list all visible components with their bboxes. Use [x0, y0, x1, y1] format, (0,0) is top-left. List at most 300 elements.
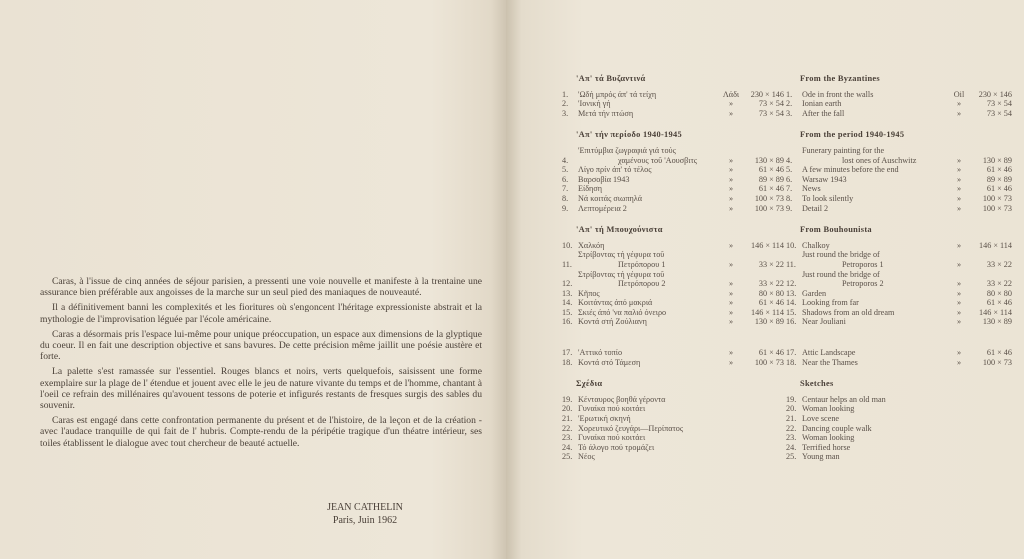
item-number: 5. [786, 165, 793, 175]
catalogue-row [786, 184, 1012, 194]
item-medium: » [956, 184, 962, 194]
item-title [578, 99, 718, 109]
catalogue-row [562, 90, 784, 100]
item-number: 16. [562, 317, 573, 327]
item-medium: » [728, 240, 734, 250]
item-dimensions: 61 × 46 [986, 298, 1012, 308]
item-dimensions: 61 × 46 [986, 348, 1012, 358]
item-number: 17. [786, 348, 797, 358]
item-number: 6. [786, 174, 793, 184]
item-number: 22. [562, 423, 573, 433]
section-heading: 'Απ' τήν περίοδο 1940-1945 [576, 130, 682, 140]
item-dimensions: 61 × 46 [986, 165, 1012, 175]
item-title [578, 358, 718, 368]
item-medium: » [728, 203, 734, 213]
item-dimensions: 61 × 46 [986, 184, 1012, 194]
item-dimensions: 100 × 73 [982, 357, 1012, 367]
item-medium: » [956, 357, 962, 367]
catalogue-section [786, 379, 1012, 462]
item-medium: » [728, 307, 734, 317]
item-title [578, 317, 718, 327]
item-medium: » [728, 193, 734, 203]
catalogue-section [562, 130, 784, 213]
item-dimensions: 33 × 22 [986, 259, 1012, 269]
title-line: Γυναίκα πού κοιτάει [578, 433, 646, 443]
item-number: 25. [786, 452, 797, 462]
section-heading: 'Απ' τά Βυζαντινά [576, 74, 646, 83]
title-line: Μετά τήν πτώση [578, 108, 634, 118]
catalogue-row [562, 175, 784, 185]
catalogue-row [562, 270, 784, 289]
item-number: 15. [786, 307, 797, 317]
title-line: Shadows from an old dream [802, 307, 895, 317]
title-line: Centaur helps an old man [802, 394, 886, 404]
item-title [802, 414, 946, 424]
catalogue-row [562, 424, 784, 434]
title-line: Terrified horse [802, 442, 851, 452]
item-number: 6. [562, 174, 569, 184]
item-number: 8. [786, 193, 793, 203]
catalogue-row [786, 404, 1012, 414]
item-title [578, 146, 718, 165]
item-dimensions: 100 × 73 [754, 193, 784, 203]
item-medium: » [728, 288, 734, 298]
title-line-2: Πετρόπορου 2 [618, 279, 666, 289]
item-title [802, 109, 946, 119]
item-dimensions: 130 × 89 [754, 317, 784, 327]
item-title [578, 452, 718, 462]
item-dimensions: 89 × 89 [758, 174, 784, 184]
catalogue-row [562, 204, 784, 214]
catalogue-row [786, 424, 1012, 434]
catalogue-row [786, 433, 1012, 443]
catalogue-row [786, 452, 1012, 462]
item-medium: » [956, 288, 962, 298]
catalogue-row [786, 241, 1012, 251]
item-number: 11. [786, 259, 796, 269]
catalogue-row [786, 175, 1012, 185]
catalogue-row [786, 348, 1012, 358]
item-dimensions: 73 × 54 [986, 99, 1012, 109]
catalogue-row [562, 99, 784, 109]
catalogue-row [786, 317, 1012, 327]
item-dimensions: 100 × 73 [982, 193, 1012, 203]
item-title [802, 204, 946, 214]
title-line: Κῆπος [578, 288, 600, 298]
item-title [802, 317, 946, 327]
item-title [802, 250, 946, 269]
catalogue-row [562, 165, 784, 175]
title-line: Κοντά στό Τάμεση [578, 357, 641, 367]
item-dimensions: 33 × 22 [758, 279, 784, 289]
title-line: 'Αττικό τοπίο [578, 348, 623, 358]
item-number: 14. [786, 298, 797, 308]
item-dimensions: 146 × 114 [751, 307, 784, 317]
item-number: 17. [562, 348, 573, 358]
item-title [802, 433, 946, 443]
catalogue-row [562, 358, 784, 368]
title-line: Near the Thames [802, 357, 858, 367]
item-title [578, 404, 718, 414]
item-title [578, 433, 718, 443]
title-line: Βαρσοβία 1943 [578, 174, 630, 184]
title-line: Garden [802, 288, 827, 298]
item-number: 14. [562, 298, 573, 308]
item-title [802, 298, 946, 308]
item-number: 7. [786, 184, 793, 194]
item-title [578, 348, 718, 358]
item-title [578, 204, 718, 214]
item-number: 9. [786, 203, 793, 213]
item-medium: Λάδι [722, 89, 740, 99]
item-number: 1. [786, 89, 793, 99]
catalogue-row [786, 308, 1012, 318]
catalogue-section [562, 225, 784, 327]
item-title [802, 146, 946, 165]
catalogue-row [786, 358, 1012, 368]
item-dimensions: 230 × 146 [750, 89, 784, 99]
item-medium: » [728, 259, 734, 269]
catalogue-row [562, 404, 784, 414]
item-title [802, 358, 946, 368]
item-title [578, 250, 718, 269]
catalogue-row [562, 317, 784, 327]
item-number: 8. [562, 193, 569, 203]
item-medium: » [956, 155, 962, 165]
catalogue-section [562, 74, 784, 118]
catalogue-row [562, 414, 784, 424]
catalogue-section [786, 130, 1012, 213]
title-line: 'Ερωτική σκηνή [578, 414, 631, 424]
title-line-2: Petroporos 1 [842, 259, 884, 269]
title-line: Νά κοιτάς σιωπηλά [578, 193, 643, 203]
item-number: 10. [786, 240, 797, 250]
catalogue-row [562, 452, 784, 462]
item-number: 15. [562, 307, 573, 317]
item-title [802, 452, 946, 462]
item-number: 7. [562, 184, 569, 194]
title-line: Κοιτάντας άπό μακριά [578, 298, 653, 308]
item-number: 18. [562, 357, 573, 367]
catalogue-row [786, 146, 1012, 165]
title-line-2: Πετρόπορου 1 [618, 259, 666, 269]
title-line: 'Ωδή μπρός άπ' τά τείχη [578, 89, 657, 99]
title-line: To look silently [802, 193, 854, 203]
item-dimensions: 230 × 146 [978, 89, 1012, 99]
title-line: A few minutes before the end [802, 165, 899, 175]
catalogue-row [562, 348, 784, 358]
item-number: 12. [562, 279, 573, 289]
item-medium: » [956, 259, 962, 269]
item-number: 4. [786, 155, 793, 165]
item-medium: » [728, 298, 734, 308]
item-title [802, 404, 946, 414]
item-title [578, 270, 718, 289]
item-title [802, 308, 946, 318]
item-title [802, 175, 946, 185]
item-dimensions: 89 × 89 [986, 174, 1012, 184]
item-dimensions: 73 × 54 [758, 108, 784, 118]
item-dimensions: 130 × 89 [982, 317, 1012, 327]
title-line: News [802, 184, 821, 194]
catalogue-row [786, 90, 1012, 100]
item-title [802, 99, 946, 109]
item-medium: » [956, 317, 962, 327]
catalogue-row [786, 165, 1012, 175]
item-title [578, 443, 718, 453]
catalogue-row [786, 204, 1012, 214]
item-number: 18. [786, 357, 797, 367]
catalogue-row [562, 308, 784, 318]
item-title [802, 443, 946, 453]
item-medium: » [728, 99, 734, 109]
item-title [802, 395, 946, 405]
item-title [578, 175, 718, 185]
item-medium: » [956, 99, 962, 109]
item-number: 23. [786, 433, 797, 443]
item-medium: » [956, 108, 962, 118]
title-line: Νέος [578, 452, 595, 462]
item-number: 9. [562, 203, 569, 213]
paragraph: La palette s'est ramassée sur l'essentiel. Rouges blancs et noirs, verts quelquefois, saisissent une forme exemplaire sur la plage de l' étendue et jouent avec elle le jeu de nature vivante du temps et de l'homme, chantant à l'oeil ce refrain des millénaires qu'avouent tessons de poterie et infigurés restants de fresques surgis des sables du souvenir. [40, 366, 482, 412]
item-title [802, 348, 946, 358]
title-line: Ionian earth [802, 99, 842, 109]
item-title [802, 184, 946, 194]
item-title [802, 90, 946, 100]
paragraph: Caras est engagé dans cette confrontation permanente du présent et de l'histoire, de la leçon et de la création - avec l'audace tranquille de qui fait de l' hubris. Compte-rendu de la péripétie tragique d'un théatre intérieur, ses toiles établissent le dialogue avec tout chercheur de beauté actuelle. [40, 415, 482, 449]
item-dimensions: 61 × 46 [758, 348, 784, 358]
catalogue-section [562, 379, 784, 462]
title-line: Just round the bridge of [802, 250, 880, 260]
item-title [802, 165, 946, 175]
item-dimensions: 73 × 54 [986, 108, 1012, 118]
item-title [802, 241, 946, 251]
item-number: 2. [562, 99, 569, 109]
item-number: 22. [786, 423, 797, 433]
title-line: Γυναίκα πού κοιτάει [578, 404, 646, 414]
catalogue-row [562, 184, 784, 194]
catalogue-row [562, 241, 784, 251]
item-title [578, 289, 718, 299]
item-dimensions: 33 × 22 [986, 279, 1012, 289]
title-line: Near Jouliani [802, 317, 846, 327]
item-number: 13. [562, 288, 573, 298]
title-line: Dancing couple walk [802, 423, 872, 433]
item-title [578, 194, 718, 204]
item-dimensions: 100 × 73 [754, 203, 784, 213]
item-medium: » [728, 165, 734, 175]
item-dimensions: 146 × 114 [979, 307, 1012, 317]
title-line: Λεπτομέρεια 2 [578, 203, 627, 213]
item-medium: » [728, 108, 734, 118]
title-line: Funerary painting for the [802, 145, 885, 155]
item-number: 20. [786, 404, 797, 414]
english-catalogue [786, 74, 1012, 474]
item-number: 25. [562, 452, 573, 462]
signature-block [300, 501, 430, 527]
item-title [578, 414, 718, 424]
catalogue-row [562, 298, 784, 308]
title-line: Attic Landscape [802, 348, 856, 358]
item-number: 19. [786, 394, 797, 404]
item-title [802, 270, 946, 289]
item-medium: » [956, 165, 962, 175]
item-medium: » [728, 357, 734, 367]
paragraph: Caras a désormais pris l'espace lui-même pour unique préoccupation, un espace aux dimensions de la glyptique du coeur. Il en fait une description objective et sans bavures. De cette précision même jaillit une poésie austère et forte. [40, 328, 482, 363]
title-line: Warsaw 1943 [802, 174, 847, 184]
item-number: 23. [562, 433, 573, 443]
item-medium: » [728, 317, 734, 327]
item-dimensions: 100 × 73 [754, 357, 784, 367]
catalogue-row [786, 99, 1012, 109]
title-line: Χορευτικό ζευγάρι—Περίπατος [578, 423, 684, 433]
item-number: 2. [786, 99, 793, 109]
title-line: Detail 2 [802, 203, 829, 213]
item-medium: » [956, 298, 962, 308]
catalogue-row [562, 109, 784, 119]
catalogue-row [562, 443, 784, 453]
catalogue-row [786, 289, 1012, 299]
item-medium: Oil [953, 89, 965, 99]
greek-catalogue [562, 74, 784, 474]
author-name: JEAN CATHELIN [327, 502, 403, 513]
section-heading: Σχέδια [576, 379, 603, 389]
item-number: 1. [562, 89, 569, 99]
title-line: Just round the bridge of [802, 269, 880, 279]
catalogue-section [786, 74, 1012, 118]
item-number: 20. [562, 404, 573, 414]
item-title [802, 424, 946, 434]
essay-text [40, 276, 482, 453]
section-heading: From Bouhounista [800, 225, 872, 235]
title-line-2: χαμένους τοῦ 'Αουσβιτς [618, 155, 698, 165]
item-dimensions: 33 × 22 [758, 259, 784, 269]
title-line: Τό άλογο πού τρομάζει [578, 442, 655, 452]
catalogue-row [786, 270, 1012, 289]
item-medium: » [956, 348, 962, 358]
item-number: 3. [562, 108, 569, 118]
title-line: Κένταυρος βοηθά γέροντα [578, 394, 666, 404]
item-title [578, 109, 718, 119]
catalogue-row [786, 395, 1012, 405]
item-medium: » [956, 203, 962, 213]
item-dimensions: 61 × 46 [758, 184, 784, 194]
item-dimensions: 146 × 114 [751, 240, 784, 250]
catalogue-row [786, 250, 1012, 269]
title-line: Είδηση [578, 184, 603, 194]
item-medium: » [728, 279, 734, 289]
item-dimensions: 80 × 80 [986, 288, 1012, 298]
item-dimensions: 130 × 89 [982, 155, 1012, 165]
title-line: Λίγο πρίν άπ' τό τέλος [578, 165, 652, 175]
title-line: Κοντά στή Ζούλιανη [578, 317, 647, 327]
item-title [578, 308, 718, 318]
title-line: Chalkoy [802, 240, 830, 250]
title-line: Σκιές άπό 'να παλιό όνειρο [578, 307, 667, 317]
catalogue-row [786, 194, 1012, 204]
item-dimensions: 61 × 46 [758, 165, 784, 175]
item-number: 10. [562, 240, 573, 250]
item-medium: » [728, 184, 734, 194]
item-number: 12. [786, 279, 797, 289]
item-title [578, 298, 718, 308]
item-number: 3. [786, 108, 793, 118]
title-line-2: lost ones of Auschwitz [842, 155, 917, 165]
catalogue-section [562, 339, 784, 367]
title-line: After the fall [802, 108, 845, 118]
item-number: 21. [562, 414, 573, 424]
item-number: 24. [786, 442, 797, 452]
place-date: Paris, Juin 1962 [332, 515, 398, 526]
paragraph: Caras, à l'issue de cinq années de séjour parisien, a pressenti une voie nouvelle et manifeste à la trentaine une assurance bien préférable aux angoisses de la marche sur un seul pied des maniaques de nouveauté. [40, 276, 482, 299]
title-line: Woman looking [802, 433, 855, 443]
catalogue-row [786, 414, 1012, 424]
item-dimensions: 80 × 80 [758, 288, 784, 298]
item-medium: » [728, 348, 734, 358]
title-line: Young man [802, 452, 840, 462]
item-number: 19. [562, 394, 573, 404]
title-line: Χαλκόη [578, 240, 605, 250]
item-number: 5. [562, 165, 569, 175]
catalogue-section [786, 225, 1012, 327]
item-dimensions: 61 × 46 [758, 298, 784, 308]
catalogue-row [562, 395, 784, 405]
item-dimensions: 100 × 73 [982, 203, 1012, 213]
section-heading: From the period 1940-1945 [800, 130, 905, 140]
item-medium: » [956, 193, 962, 203]
catalogue-row [786, 109, 1012, 119]
section-heading: 'Απ' τή Μπουχούνιστα [576, 225, 663, 235]
paragraph: Il a définitivement banni les complexités et les fioritures où s'engoncent l'héritage expressioniste abstrait et la mythologie de l'improvisation léguée par l'école américaine. [40, 302, 482, 325]
item-number: 11. [562, 259, 572, 269]
item-number: 21. [786, 414, 797, 424]
item-title [578, 424, 718, 434]
title-line: Woman looking [802, 404, 855, 414]
catalogue-row [562, 146, 784, 165]
item-title [578, 90, 718, 100]
title-line: Ode in front the walls [802, 89, 874, 99]
title-line: 'Επιτύμβια ζωγραφιά γιά τούς [578, 145, 676, 155]
title-line: Looking from far [802, 298, 859, 308]
catalogue-section [786, 339, 1012, 367]
title-line-2: Petroporos 2 [842, 279, 884, 289]
title-line: Στρίβοντας τή γέφυρα τοῦ [578, 250, 665, 260]
title-line: Love scene [802, 414, 840, 424]
catalogue-row [562, 194, 784, 204]
item-medium: » [956, 174, 962, 184]
item-title [802, 194, 946, 204]
item-title [802, 289, 946, 299]
catalogue-row [786, 443, 1012, 453]
item-title [578, 184, 718, 194]
item-dimensions: 73 × 54 [758, 99, 784, 109]
item-medium: » [728, 155, 734, 165]
item-title [578, 395, 718, 405]
catalogue-row [786, 298, 1012, 308]
item-number: 13. [786, 288, 797, 298]
catalogue-row [562, 433, 784, 443]
item-medium: » [956, 307, 962, 317]
item-number: 24. [562, 442, 573, 452]
catalogue-row [562, 289, 784, 299]
item-title [578, 241, 718, 251]
title-line: 'Ιονική γή [578, 99, 611, 109]
catalogue-row [562, 250, 784, 269]
section-heading: Sketches [800, 379, 834, 389]
item-dimensions: 130 × 89 [754, 155, 784, 165]
left-page [0, 0, 506, 559]
section-heading: From the Byzantines [800, 74, 880, 83]
